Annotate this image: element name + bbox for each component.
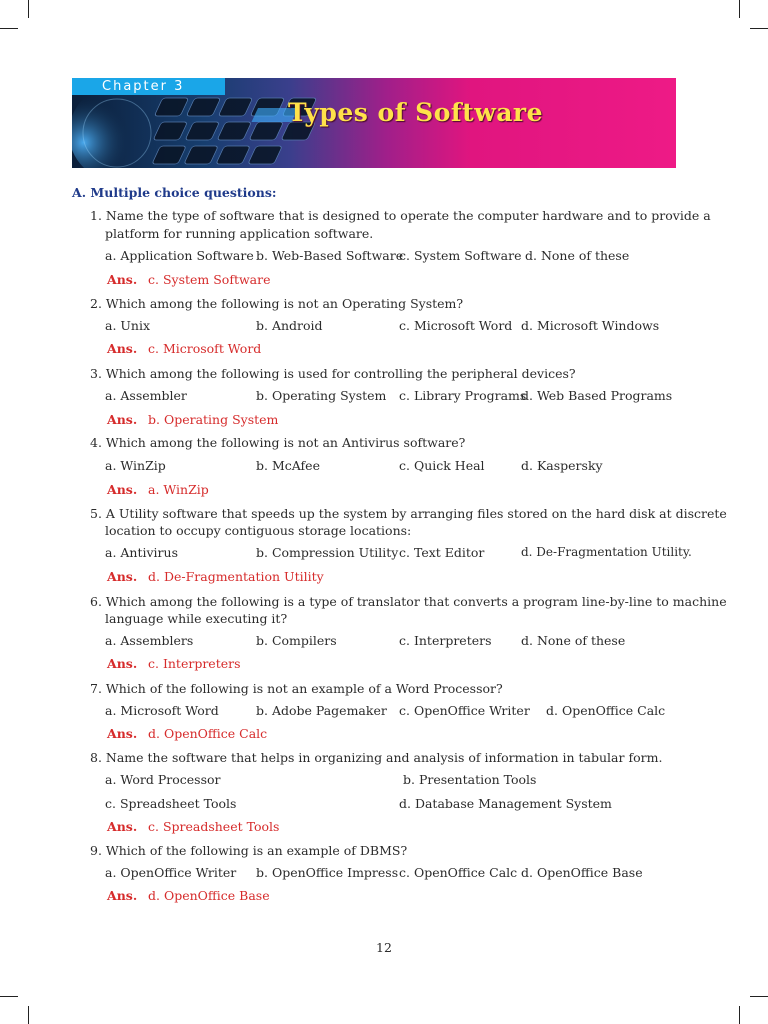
option: c. Quick Heal (399, 458, 485, 473)
option: d. De-Fragmentation Utility. (521, 545, 692, 559)
option: b. Operating System (256, 388, 387, 403)
question-text: 3. Which among the following is used for controlling the peripheral devices? (90, 366, 576, 381)
option: a. Application Software (105, 248, 254, 263)
answer-value: a. WinZip (148, 482, 209, 497)
option: a. Assembler (105, 388, 187, 403)
crop-mark (750, 996, 768, 997)
answer-value: c. Interpreters (148, 656, 241, 671)
option: c. Library Programs (399, 388, 527, 403)
answer-value: c. Spreadsheet Tools (148, 819, 280, 834)
question-text: 6. Which among the following is a type of translator that converts a program line-by-line to machine (90, 594, 727, 609)
section-title: A. Multiple choice questions: (72, 185, 277, 200)
crop-mark (28, 0, 29, 18)
option: b. Android (256, 318, 323, 333)
crop-mark (739, 0, 740, 18)
answer-value: d. OpenOffice Base (148, 888, 270, 903)
answer-value: c. System Software (148, 272, 271, 287)
option: c. Microsoft Word (399, 318, 513, 333)
option: a. Assemblers (105, 633, 194, 648)
question-text: 1. Name the type of software that is designed to operate the computer hardware and to provide a (90, 208, 711, 223)
chapter-label: Chapter 3 (72, 78, 225, 95)
option: d. Kaspersky (521, 458, 603, 473)
option: d. None of these (521, 633, 626, 648)
question-text: 2. Which among the following is not an Operating System? (90, 296, 464, 311)
answer-label: Ans. (107, 482, 138, 497)
question-text: 4. Which among the following is not an Antivirus software? (90, 435, 466, 450)
option: c. Text Editor (399, 545, 485, 560)
option: b. McAfee (256, 458, 320, 473)
option: a. Microsoft Word (105, 703, 219, 718)
answer-label: Ans. (107, 569, 138, 584)
option: a. OpenOffice Writer (105, 865, 237, 880)
option: a. Unix (105, 318, 151, 333)
option: c. Spreadsheet Tools (105, 796, 237, 811)
page-number: 12 (376, 940, 392, 955)
answer-label: Ans. (107, 726, 138, 741)
option: d. None of these (525, 248, 630, 263)
answer-value: d. De-Fragmentation Utility (148, 569, 324, 584)
option: a. Word Processor (105, 772, 221, 787)
option: d. Web Based Programs (521, 388, 673, 403)
question-text: platform for running application software. (105, 226, 374, 241)
option: d. OpenOffice Calc (546, 703, 666, 718)
option: d. Microsoft Windows (521, 318, 660, 333)
option: c. Interpreters (399, 633, 492, 648)
option: b. OpenOffice Impress (256, 865, 399, 880)
question-text: 5. A Utility software that speeds up the system by arranging files stored on the hard disk at discrete (90, 506, 727, 521)
option: b. Compilers (256, 633, 337, 648)
question-text: 8. Name the software that helps in organizing and analysis of information in tabular form. (90, 750, 663, 765)
answer-label: Ans. (107, 341, 138, 356)
crop-mark (28, 1006, 29, 1024)
crop-mark (750, 28, 768, 29)
question-text: 9. Which of the following is an example of DBMS? (90, 843, 408, 858)
answer-value: b. Operating System (148, 412, 279, 427)
answer-label: Ans. (107, 888, 138, 903)
option: c. System Software (399, 248, 522, 263)
question-text: 7. Which of the following is not an example of a Word Processor? (90, 681, 503, 696)
option: b. Adobe Pagemaker (256, 703, 387, 718)
answer-label: Ans. (107, 656, 138, 671)
question-text: location to occupy contiguous storage locations: (105, 523, 412, 538)
option: c. OpenOffice Writer (399, 703, 530, 718)
crop-mark (739, 1006, 740, 1024)
crop-mark (0, 996, 18, 997)
option: c. OpenOffice Calc (399, 865, 518, 880)
answer-label: Ans. (107, 819, 138, 834)
option: d. Database Management System (399, 796, 612, 811)
option: b. Presentation Tools (403, 772, 537, 787)
crop-mark (0, 28, 18, 29)
option: a. WinZip (105, 458, 166, 473)
option: d. OpenOffice Base (521, 865, 643, 880)
chapter-title: Types of Software (288, 98, 544, 127)
option: b. Compression Utility (256, 545, 399, 560)
answer-label: Ans. (107, 412, 138, 427)
option: b. Web-Based Software (256, 248, 404, 263)
question-text: language while executing it? (105, 611, 288, 626)
answer-value: d. OpenOffice Calc (148, 726, 268, 741)
answer-label: Ans. (107, 272, 138, 287)
answer-value: c. Microsoft Word (148, 341, 262, 356)
option: a. Antivirus (105, 545, 178, 560)
